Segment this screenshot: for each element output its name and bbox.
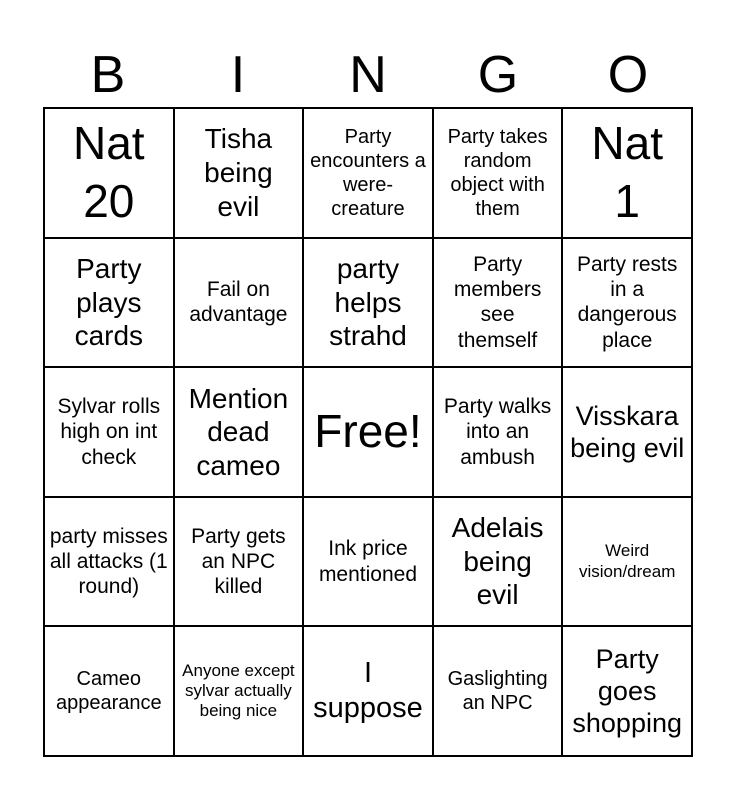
bingo-cell[interactable] bbox=[174, 108, 304, 238]
cell-text: Anyone except sylvar actually being nice bbox=[182, 660, 295, 721]
bingo-cell[interactable] bbox=[44, 108, 174, 238]
header-letter-i: I bbox=[230, 46, 246, 104]
cell-text: party misses all attacks (1 round) bbox=[49, 524, 168, 599]
bingo-cell[interactable] bbox=[44, 626, 174, 756]
cell-text: I suppose bbox=[313, 657, 423, 725]
bingo-card bbox=[43, 107, 693, 757]
cell-text: Tisha being evil bbox=[204, 123, 273, 222]
cell-text: Fail on advantage bbox=[189, 278, 288, 327]
header-letter-g: G bbox=[477, 46, 519, 104]
bingo-cell[interactable] bbox=[174, 367, 304, 497]
bingo-cell[interactable] bbox=[562, 367, 692, 497]
cell-text: Nat 20 bbox=[73, 117, 145, 227]
bingo-cell[interactable] bbox=[44, 367, 174, 497]
bingo-cell[interactable] bbox=[562, 238, 692, 368]
bingo-cell[interactable] bbox=[174, 497, 304, 627]
cell-text: Nat 1 bbox=[591, 117, 663, 227]
header-letter-n: N bbox=[349, 46, 387, 104]
cell-text: Party goes shopping bbox=[572, 643, 682, 739]
bingo-cell[interactable] bbox=[433, 626, 563, 756]
header-letter-b: B bbox=[90, 46, 126, 104]
bingo-cell[interactable] bbox=[433, 497, 563, 627]
cell-text: Party rests in a dangerous place bbox=[577, 253, 678, 352]
bingo-cell[interactable] bbox=[303, 497, 433, 627]
bingo-cell[interactable] bbox=[174, 238, 304, 368]
cell-text: Party gets an NPC killed bbox=[191, 524, 286, 599]
bingo-cell[interactable] bbox=[303, 626, 433, 756]
bingo-cell[interactable] bbox=[174, 626, 304, 756]
bingo-header bbox=[43, 44, 693, 106]
cell-text: Party members see themself bbox=[453, 253, 542, 352]
cell-text: Visskara being evil bbox=[570, 400, 685, 463]
cell-text: Free! bbox=[314, 405, 422, 458]
bingo-cell[interactable] bbox=[303, 238, 433, 368]
cell-text: Party plays cards bbox=[74, 253, 144, 352]
cell-text: Adelais being evil bbox=[451, 512, 544, 611]
cell-text: Party encounters a were-creature bbox=[310, 125, 426, 220]
bingo-cell[interactable] bbox=[562, 108, 692, 238]
bingo-cell[interactable] bbox=[433, 108, 563, 238]
cell-text: Ink price mentioned bbox=[318, 537, 418, 586]
cell-text: Party walks into an ambush bbox=[443, 395, 552, 469]
bingo-cell[interactable] bbox=[433, 238, 563, 368]
bingo-cell[interactable] bbox=[303, 108, 433, 238]
bingo-cell free-cell[interactable] bbox=[303, 367, 433, 497]
cell-text: Sylvar rolls high on int check bbox=[57, 395, 161, 469]
cell-text: Cameo appearance bbox=[55, 668, 162, 715]
bingo-cell[interactable] bbox=[433, 367, 563, 497]
cell-text: Gaslighting an NPC bbox=[447, 668, 548, 715]
cell-text: Party takes random object with them bbox=[447, 125, 548, 220]
bingo-cell[interactable] bbox=[44, 497, 174, 627]
cell-text: Mention dead cameo bbox=[188, 382, 289, 481]
cell-text: Weird vision/dream bbox=[579, 541, 676, 581]
header-letter-o: O bbox=[607, 46, 649, 104]
bingo-cell[interactable] bbox=[44, 238, 174, 368]
bingo-cell[interactable] bbox=[562, 626, 692, 756]
bingo-cell[interactable] bbox=[562, 497, 692, 627]
cell-text: party helps strahd bbox=[329, 253, 407, 352]
